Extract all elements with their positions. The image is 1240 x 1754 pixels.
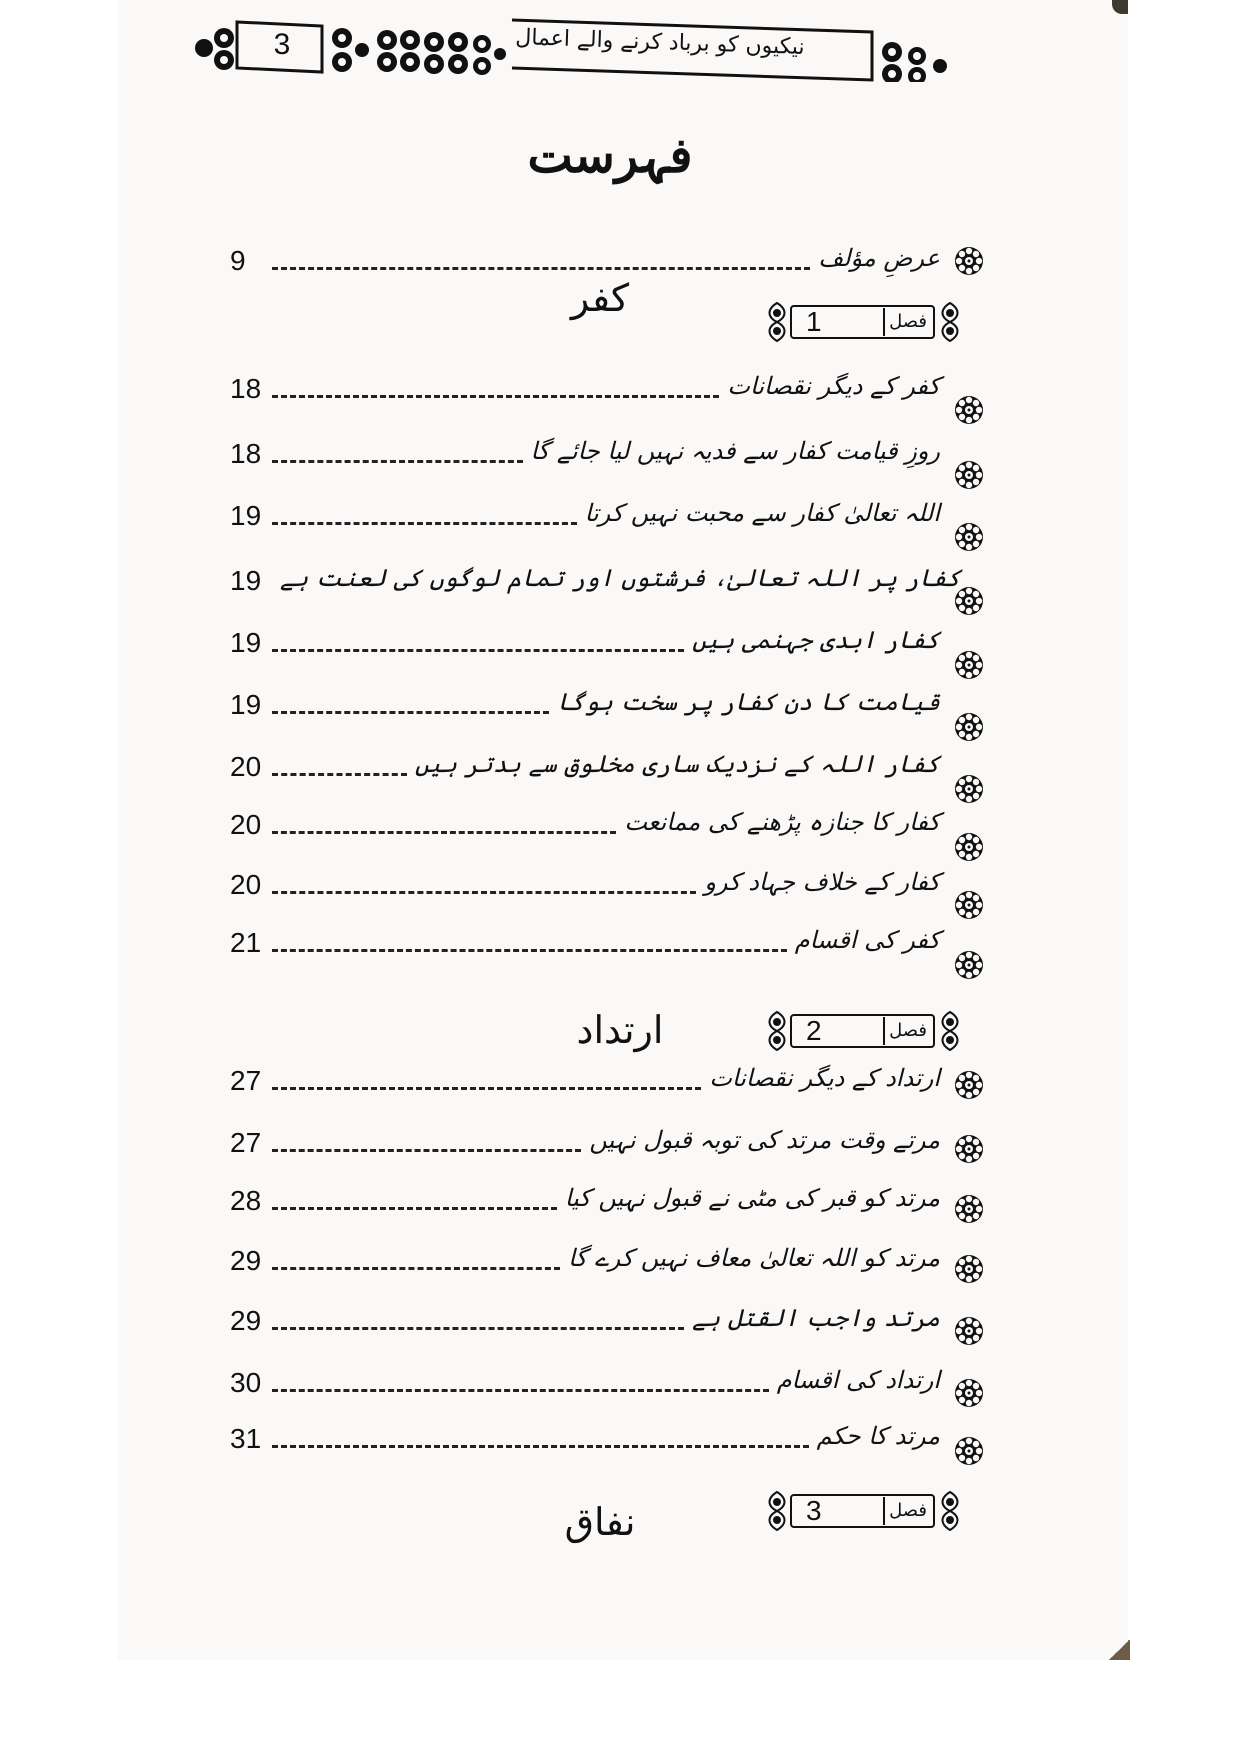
dot-leader [272,831,616,834]
ornament-icon [762,301,792,343]
toc-entry-title: کفار ابدی جہنمی ہیں [692,626,940,654]
toc-entry-title: روزِ قیامت کفار سے فدیہ نہیں لیا جائے گا [530,437,940,465]
chapter-title: ارتداد [576,1008,664,1052]
toc-page-number: 29 [230,1245,262,1276]
dot-leader [272,649,684,652]
toc-page-number: 21 [230,927,262,958]
toc-entry-title: مرتد واجب القتل ہے [692,1304,940,1332]
toc-page-number: 27 [230,1065,262,1096]
chapter-number: 1 [806,306,822,337]
toc-entry-title: کفار کا جنازہ پڑھنے کی ممانعت [624,808,940,836]
dot-leader [272,1389,769,1392]
dot-leader [272,773,407,776]
rosette-bullet-icon [954,650,984,680]
toc-entry[interactable] [230,914,940,958]
toc-entry-title: کفار اللہ کے نزدیک ساری مخلوق سے بدتر ہیں [414,750,940,778]
toc-entry[interactable] [230,676,940,720]
dot-leader [272,395,719,398]
dot-leader [272,1327,684,1330]
ornament-icon [935,1010,965,1052]
chapter-title: نفاق [564,1500,636,1544]
toc-page-number: 19 [230,500,262,531]
toc-entry[interactable] [230,1114,940,1158]
dot-leader [272,711,549,714]
chapter-number: 2 [806,1015,822,1046]
chapter-badge-2 [760,1006,1010,1056]
dot-leader [272,1087,701,1090]
running-title: نیکیوں کو برباد کرنے والے اعمال [514,24,806,61]
toc-page-number: 18 [230,438,262,469]
dot-leader [272,1267,560,1270]
rosette-bullet-icon [954,460,984,490]
rosette-bullet-icon [954,522,984,552]
dot-leader [272,267,810,270]
toc-page-number: 19 [230,689,262,720]
rosette-bullet-icon [954,774,984,804]
toc-entry[interactable] [230,1232,940,1276]
toc-entry[interactable] [230,232,940,276]
chapter-number: 3 [806,1495,822,1526]
rosette-bullet-icon [954,1378,984,1408]
rosette-bullet-icon [954,832,984,862]
toc-entry-title: کفر کے دیگر نقصانات [727,372,940,400]
chapter-label: فصل [883,1497,927,1525]
rosette-bullet-icon [954,890,984,920]
toc-entry[interactable] [230,796,940,840]
toc-entry-title: اللہ تعالیٰ کفار سے محبت نہیں کرتا [584,499,940,527]
ornament-icon [762,1010,792,1052]
dot-leader [272,1207,557,1210]
toc-entry[interactable] [230,856,940,900]
ornament-icon [762,1490,792,1532]
toc-page-number: 27 [230,1127,262,1158]
toc-entry[interactable] [230,487,940,531]
chapter-label: فصل [883,308,927,336]
dot-leader [272,1149,581,1152]
rosette-bullet-icon [954,950,984,980]
toc-entry-title: کفار کے خلاف جہاد کرو [704,868,940,896]
toc-page-number: 19 [230,565,262,596]
toc-entry[interactable] [230,1172,940,1216]
toc-entry-title: ارتداد کے دیگر نقصانات [709,1064,940,1092]
toc-entry-title: مرتے وقت مرتد کی توبہ قبول نہیں [589,1126,940,1154]
dot-leader [272,522,577,525]
toc-entry-title: ارتداد کی اقسام [776,1366,940,1394]
toc-page-number: 20 [230,809,262,840]
toc-page-number: 18 [230,373,262,404]
toc-entry[interactable] [230,425,940,469]
ornament-icon [935,1490,965,1532]
toc-entry-title: مرتد کو اللہ تعالیٰ معاف نہیں کرے گا [568,1244,940,1272]
page-corner-shadow [1108,1640,1130,1660]
toc-entry[interactable] [230,1354,940,1398]
rosette-bullet-icon [954,1436,984,1466]
dot-leader [272,891,696,894]
toc-entry-title: مرتد کا حکم [816,1422,940,1450]
toc-page-number: 19 [230,627,262,658]
toc-entry-title: مرتد کو قبر کی مٹی نے قبول نہیں کیا [564,1184,940,1212]
chapter-label: فصل [883,1017,927,1045]
toc-page-number: 20 [230,751,262,782]
toc-entry[interactable] [230,614,940,658]
dot-leader [272,949,787,952]
toc-entry[interactable] [230,1410,940,1454]
rosette-bullet-icon [954,1134,984,1164]
toc-entry[interactable] [230,738,940,782]
toc-page-number: 29 [230,1305,262,1336]
toc-entry[interactable] [230,1292,940,1336]
toc-entry-title: قیامت کا دن کفار پر سخت ہوگا [556,688,940,716]
toc-page-number: 28 [230,1185,262,1216]
chapter-badge-3 [760,1486,1010,1536]
rosette-bullet-icon [954,395,984,425]
toc-entry-title: عرضِ مؤلف [818,244,940,272]
page-number: 3 [273,28,291,61]
chapter-badge-1 [760,297,1010,347]
rosette-bullet-icon [954,1316,984,1346]
page-title: فہرست [527,128,693,184]
toc-page-number: 9 [230,245,246,276]
toc-entry[interactable] [230,360,940,404]
toc-entry-title: کفار پر اللہ تعالیٰ، فرشتوں اور تمام لوگوں کی لعنت ہے [280,564,961,592]
chapter-title: کفر [570,276,630,320]
dot-leader [272,1445,809,1448]
rosette-bullet-icon [954,1194,984,1224]
toc-page-number: 31 [230,1423,262,1454]
dot-leader [272,460,523,463]
rosette-bullet-icon [954,712,984,742]
toc-entry[interactable] [230,552,961,596]
rosette-bullet-icon [954,246,984,276]
ornament-icon [935,301,965,343]
toc-page-number: 20 [230,869,262,900]
toc-entry[interactable] [230,1052,940,1096]
rosette-bullet-icon [954,1070,984,1100]
toc-entry-title: کفر کی اقسام [794,926,940,954]
toc-page-number: 30 [230,1367,262,1398]
rosette-bullet-icon [954,1254,984,1284]
